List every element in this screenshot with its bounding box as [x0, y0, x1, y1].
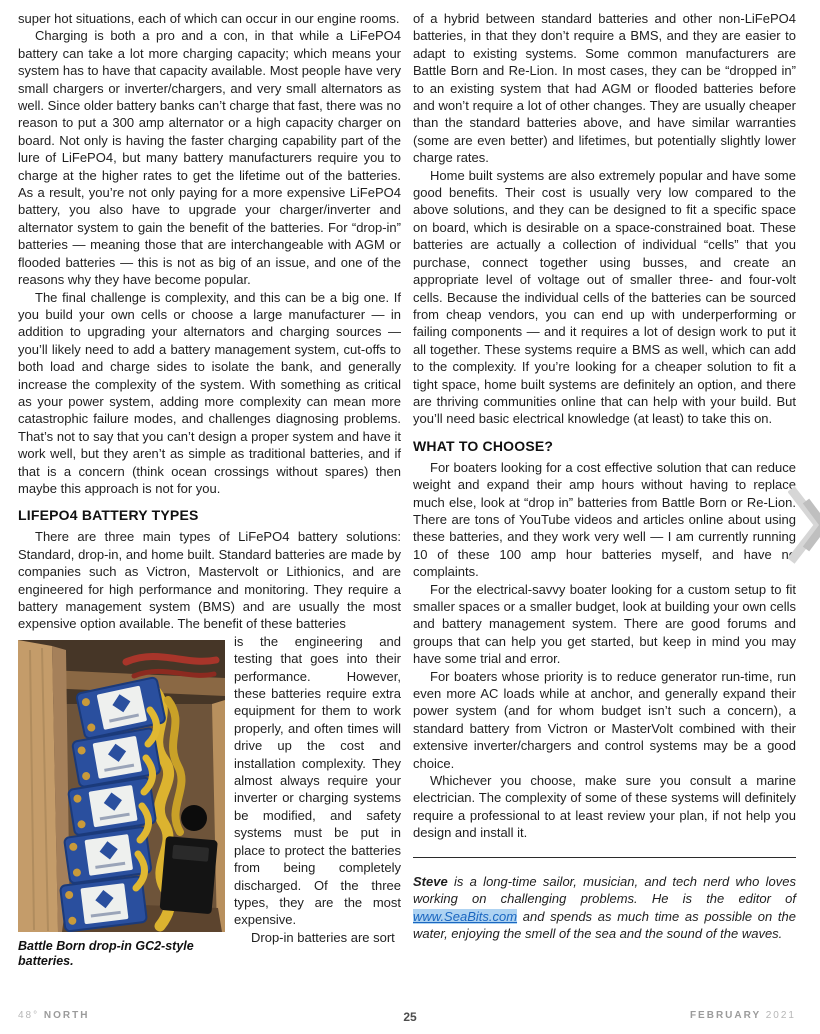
paragraph-charging: Charging is both a pro and a con, in that while a LiFePO4 battery can take a lot more charging capacity; which means your system has to have that capacity available. Most people have very small chargers or inverter/chargers, and very small alternators as well. Since older battery banks can’t charge that fast, there was no reason to put a 300 amp alternator or a high capacity charger on board. Not only is having the faster charging capability part of the lure of LiFePO4, but many battery manufacturers require you to charge at the higher rates to get the lifetime out of the batteries. As a result, you’re not only paying for a more expensive LiFePO4 battery, you also have to upgrade your charger/inverter and alternator system to gain the benefit of the batteries. For “drop-in” batteries — meaning those that are interchangeable with AGM or flooded batteries — this is not as big of an issue, and one of the reasons why they have become popular. — [18, 28, 401, 288]
bio-text-1: is a long-time sailor, musician, and tech nerd who loves working on challenging problems. He is the editor of — [413, 873, 796, 907]
battery-photo-figure — [18, 640, 225, 970]
section-heading-what-to-choose: WHAT TO CHOOSE? — [413, 437, 554, 454]
paragraph-electrical-savvy: For the electrical-savvy boater looking for a custom setup to fit smaller spaces or a smaller budget, look at building your own cells and battery management system. There are good forums and groups that can help you get started, but keep in mind you may have some trial and error. — [413, 581, 796, 667]
page-turn-chevron-icon[interactable] — [788, 483, 820, 567]
paragraph-consult-electrician: Whichever you choose, make sure you consult a marine electrician. The complexity of some of these systems will definitely require a professional to at least review your plan, if not help you design and install it. — [413, 773, 796, 841]
magazine-name — [18, 1010, 89, 1021]
magazine-name-main: NORTH — [43, 1010, 90, 1021]
battery-photo-illustration — [18, 640, 225, 932]
author-name: Steve — [413, 873, 448, 889]
paragraph-types-intro: There are three main types of LiFePO4 battery solutions: Standard, drop-in, and home built. Standard batteries are made by companies such as Victron, Mastervolt or Lithionics, and are engineered for high performance and monitoring. They require a battery management system (BMS) and are usually the most expensive option available. The benefit of these batteries — [18, 529, 401, 632]
issue-date — [690, 1010, 796, 1021]
paragraph-cost-effective: For boaters looking for a cost effective solution that can reduce weight and expand their amp hours without having to replace much else, look at “drop in” batteries from Battle Born or Re-Lion. There are tons of YouTube videos and articles online about using these batteries, and they work very well — I am currently running 10 of these 100 amp hour batteries myself, and have no complaints. — [413, 459, 796, 580]
magazine-name-prefix: 48° — [18, 1010, 40, 1021]
paragraph-dropin-start: Drop-in batteries are sort — [251, 929, 395, 945]
section-heading-battery-types: LIFEPO4 BATTERY TYPES — [18, 507, 199, 524]
author-bio — [413, 857, 796, 943]
battery-photo — [18, 640, 225, 932]
paragraph-home-built: Home built systems are also extremely popular and have some good benefits. Their cost is usually very low compared to the above solutions, and they can be designed to fit a specific space on board, which is desirable on a space-constrained boat. These batteries are actually a collection of individual “cells” that you purchase, connect together using busses, and create an appropriate level of voltage out of smaller three- and four-volt cells. Because the individual cells of the batteries can be sourced from cheap vendors, you can end up with underperforming or failing components — and it requires a lot of design work to put it all together. These systems require a BMS as well, which can add to the complexity. If you’re looking for a cheaper solution to fit a tight space, home built systems are definitely an option, and there are thriving communities online that can help with your build. But you’ll need basic electrical knowledge (at least) to take this on. — [413, 167, 796, 427]
article-columns — [18, 10, 796, 970]
left-column — [18, 10, 401, 970]
bio-text-2: and spends as much time as possible on the water, enjoying the smell of the sea and the sound of the waves. — [413, 908, 796, 942]
issue-year: 2021 — [765, 1010, 796, 1021]
paragraph-continuation: super hot situations, each of which can occur in our engine rooms. — [18, 11, 400, 26]
right-column — [413, 10, 796, 970]
page-number: 25 — [403, 1010, 417, 1024]
photo-caption: Battle Born drop-in GC2-style batteries. — [18, 938, 194, 969]
paragraph-generator-runtime: For boaters whose priority is to reduce generator run-time, run even more AC loads while at anchor, and generally expand their power system (and for whom budget isn’t such a concern), a standard battery from Victron or MasterVolt combined with their extensive inverter/chargers and control systems may be a good choice. — [413, 668, 796, 771]
issue-month: FEBRUARY — [689, 1010, 761, 1021]
paragraph-types-wrap: is the engineering and testing that goes into their performance. However, these batteries require extra equipment for them to work properly, and often times will drive up the cost and installation complexity. They almost always require your inverter or charging systems be modified, and safety systems must be put in place to protect the batteries from being completely discharged. Of the three types, they are the most expensive. — [234, 633, 401, 928]
paragraph-complexity: The final challenge is complexity, and this can be a big one. If you build your own cells or choose a large manufacturer — in addition to upgrading your alternators and charging sources — you’ll likely need to add a battery management system, cut-offs to both load and charge sides to isolate the bank, and generally increase the complexity of the system. With something as critical as your power system, adding more complexity can mean more catastrophic failure modes, and challenges diagnosing problems. That’s not to say that you can’t design a proper system and have it work well, but they aren’t as simple as traditional batteries, and if that is a concern (think ocean crossings without spares) then maybe this approach is not for you. — [18, 289, 401, 496]
seabits-link[interactable]: www.SeaBits.com — [413, 908, 518, 924]
paragraph-dropin-continued: of a hybrid between standard batteries and other non-LiFePO4 batteries, in that they don’t require a BMS, and they are easier to adapt to existing systems. Some common manufacturers are Battle Born and Re-Lion. In most cases, they can be “dropped in” to an existing system that had AGM or flooded batteries before and won’t require a lot of other changes. They are usually cheaper than the standard batteries above, and have similar warranties (some are even better) and lifetimes, but potentially slightly lower charge rates. — [413, 11, 796, 166]
page-footer — [0, 1010, 820, 1028]
